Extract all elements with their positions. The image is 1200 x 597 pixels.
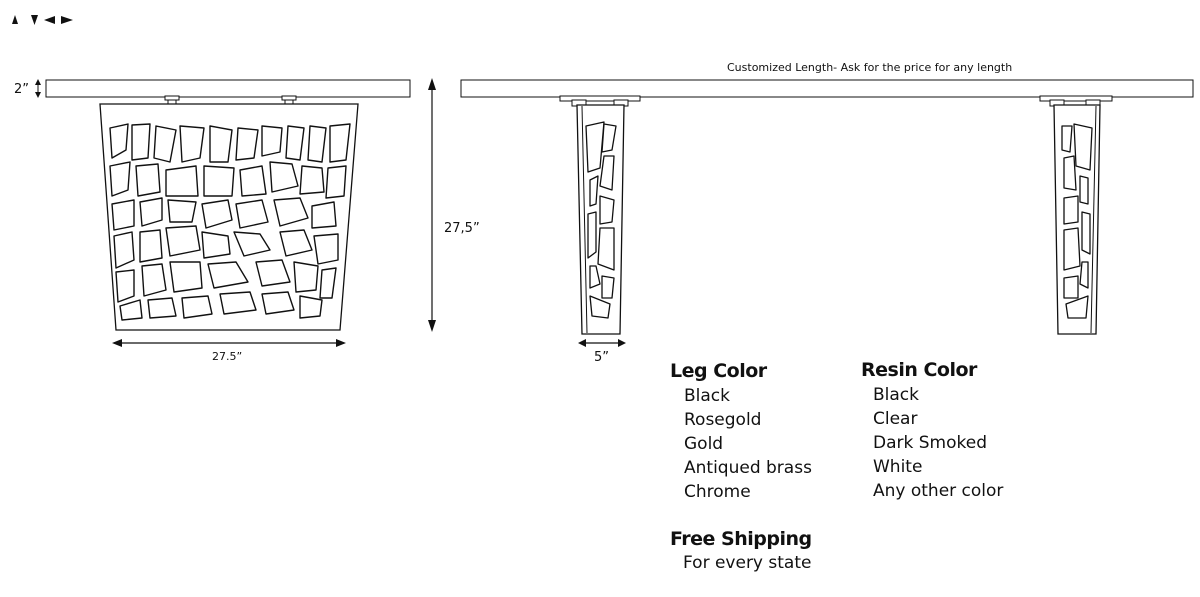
- tabletop-side: [46, 80, 410, 97]
- list-item: Dark Smoked: [873, 433, 987, 453]
- resin-color-list: [873, 383, 1003, 503]
- arrow-up-icon: [12, 15, 18, 24]
- height-dimension: [428, 78, 436, 332]
- leg-color-list: [684, 384, 812, 504]
- leg-color-heading: Leg Color: [670, 360, 767, 382]
- leg-width-label: 5”: [594, 350, 610, 365]
- front-leg-right: [1054, 105, 1100, 334]
- leg-width-dimension: [578, 339, 626, 347]
- front-leg-left: [577, 105, 624, 334]
- list-item: Antiqued brass: [684, 458, 812, 478]
- panel-width-label: 27.5”: [212, 350, 243, 363]
- arrow-right-icon: [61, 16, 73, 24]
- shipping-detail: For every state: [683, 553, 812, 573]
- top-thickness-label: 2”: [14, 82, 30, 97]
- list-item: Black: [684, 386, 730, 406]
- list-item: Black: [873, 385, 919, 405]
- free-shipping-heading: Free Shipping: [670, 528, 812, 550]
- list-item: Clear: [873, 409, 918, 429]
- list-item: White: [873, 457, 923, 477]
- list-item: Any other color: [873, 481, 1004, 501]
- list-item: Gold: [684, 434, 724, 454]
- list-item: Rosegold: [684, 410, 762, 430]
- arrow-down-icon: [31, 15, 38, 25]
- thickness-dimension: [35, 79, 41, 98]
- list-item: Chrome: [684, 482, 751, 502]
- panel-width-dimension: [112, 339, 346, 347]
- length-note: Customized Length- Ask for the price for any length: [727, 61, 1013, 74]
- side-view: [14, 78, 480, 363]
- tabletop-front: [461, 80, 1193, 97]
- arrow-left-icon: [44, 16, 55, 24]
- resin-color-heading: Resin Color: [861, 359, 977, 381]
- front-view: [461, 61, 1193, 365]
- height-label: 27,5”: [444, 221, 480, 236]
